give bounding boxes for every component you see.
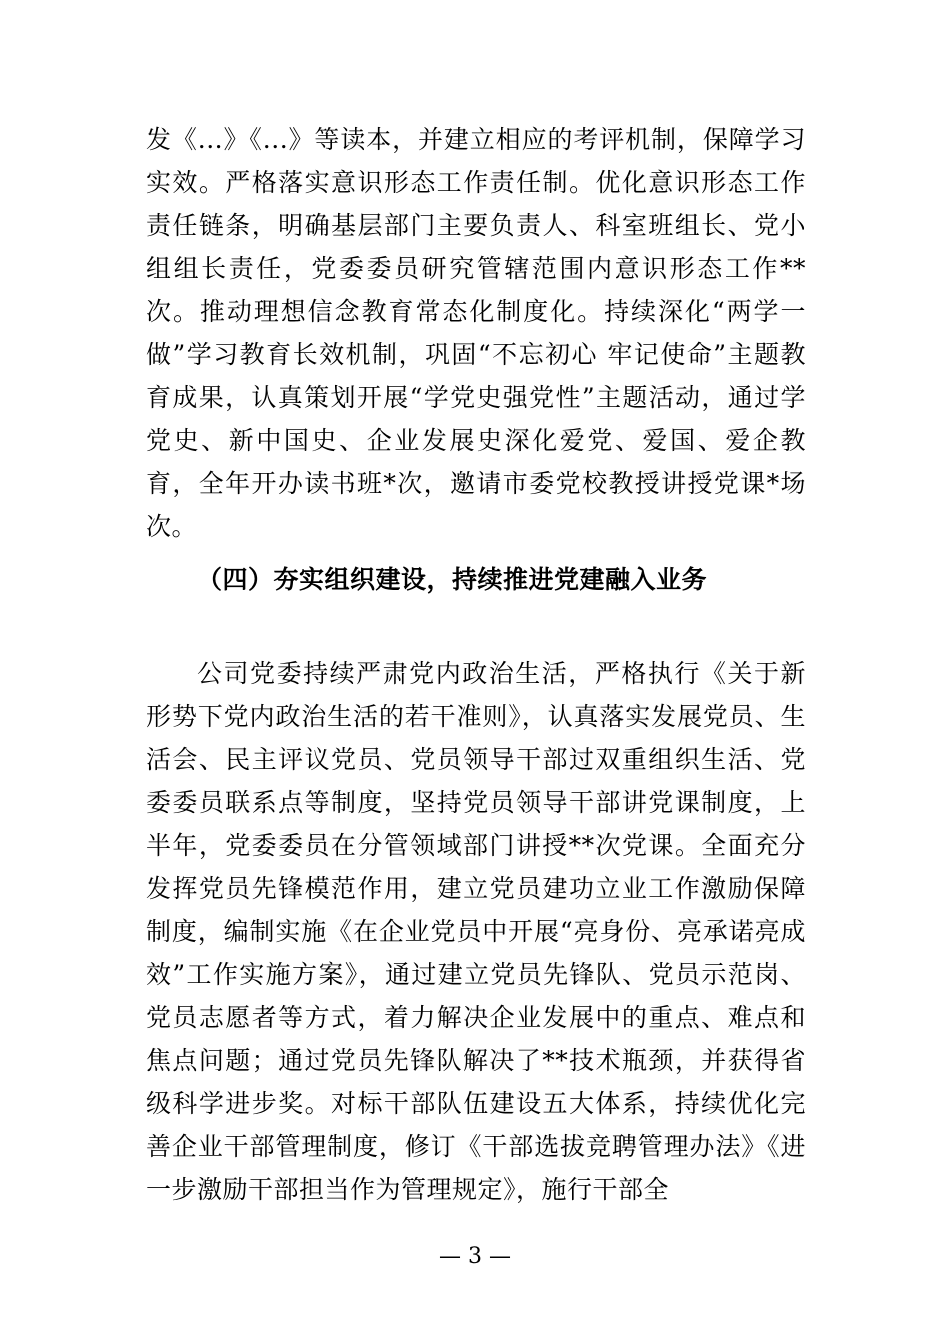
body-paragraph: 公司党委持续严肃党内政治生活，严格执行《关于新形势下党内政治生活的若干准则》，认真落实发展党员、生活会、民主评议党员、党员领导干部过双重组织生活、党委委员联系点等制度，坚持党员领导干部讲党课制度，上半年，党委委员在分管领域部门讲授**次党课。全面充分发挥党员先锋模范作用，建立党员建功立业工作激励保障制度，编制实施《在企业党员中开展“亮身份、亮承诺亮成效”工作实施方案》，通过建立党员先锋队、党员示范岗、党员志愿者等方式，着力解决企业发展中的重点、难点和焦点问题；通过党员先锋队解决了**技术瓶颈，并获得省级科学进步奖。对标干部队伍建设五大体系，持续优化完善企业干部管理制度，修订《干部选拔竞聘管理办法》《进一步激励干部担当作为管理规定》，施行干部全 [146,659,806,1204]
body-paragraph-continued: 发《...》《...》等读本，并建立相应的考评机制，保障学习实效。严格落实意识形态工作责任制。优化意识形态工作责任链条，明确基层部门主要负责人、科室班组长、党小组组长责任，党委委员研究管辖范围内意识形态工作**次。推动理想信念教育常态化制度化。持续深化“两学一做”学习教育长效机制，巩固“不忘初心 牢记使命”主题教育成果，认真策划开展“学党史强党性”主题活动，通过学党史、新中国史、企业发展史深化爱党、爱国、爱企教育，全年开办读书班*次，邀请市委党校教授讲授党课*场次。 [146,125,806,541]
section-heading: （四）夯实组织建设，持续推进党建融入业务 [197,565,708,594]
page-number: — 3 — [439,1244,511,1269]
